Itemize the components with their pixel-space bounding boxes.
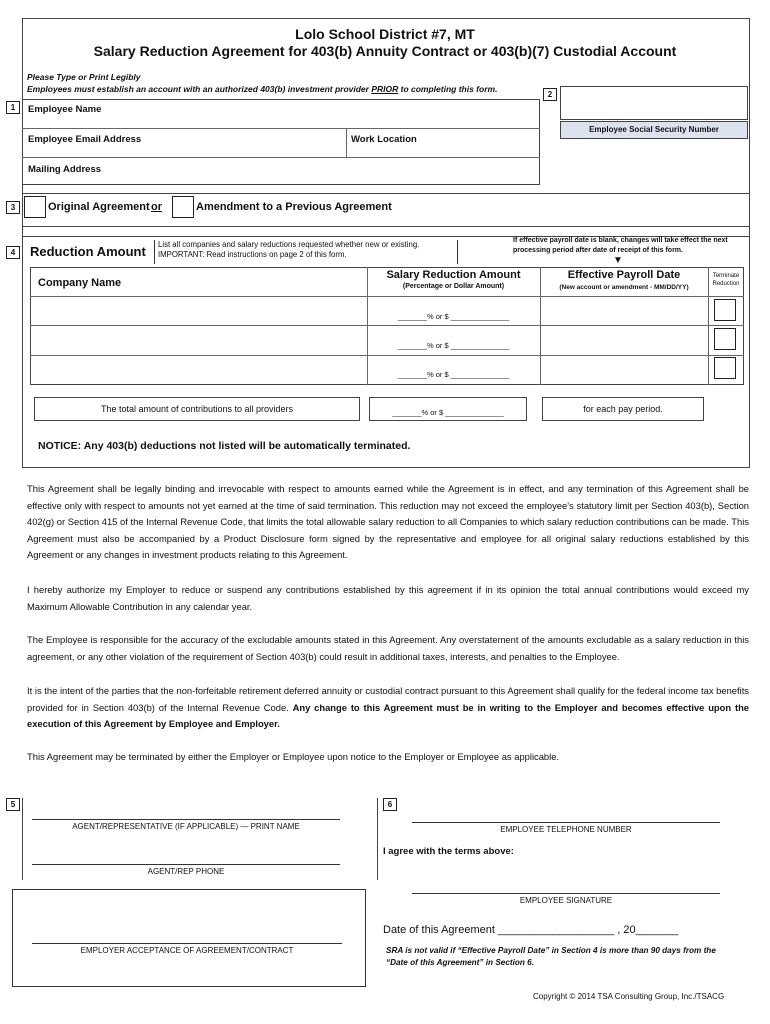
or-label: or — [151, 201, 162, 213]
terminate-checkbox-2[interactable] — [714, 328, 736, 350]
agree-terms-label: I agree with the terms above: — [383, 846, 514, 857]
company-name-input-1[interactable] — [32, 298, 366, 324]
amendment-label: Amendment to a Previous Agreement — [196, 201, 392, 213]
sra-validity-note: SRA is not valid if “Effective Payroll Date” in Section 4 is more than 90 days from the “Date of this Agreement” in Section 6. — [386, 946, 716, 967]
agent-name-label: AGENT/REPRESENTATIVE (IF APPLICABLE) — PRINT NAME — [72, 822, 300, 831]
work-location-field[interactable]: Work Location — [351, 134, 417, 145]
employee-email-field[interactable]: Employee Email Address — [28, 134, 142, 145]
section-3-number: 3 — [6, 201, 20, 214]
section-1-number: 1 — [6, 101, 20, 114]
salary-amount-input-2[interactable]: _______% or $ ______________ — [397, 341, 510, 350]
arrow-down-icon: ▼ — [613, 255, 623, 266]
paragraph-intent: It is the intent of the parties that the non-forfeitable retirement deferred annuity or custodial contract pursuant to this Agreement shall qualify for the federal income tax benefits provided for in Section 403(b) of the Internal Revenue Code. Any change to this Agreement must be in writing to the Employer and becomes effective upon the execution of this Agreement by Employee and Employer. — [27, 685, 750, 729]
agent-phone-label: AGENT/REP PHONE — [147, 867, 225, 876]
section-6-number: 6 — [383, 798, 397, 811]
section-2-number: 2 — [543, 88, 557, 101]
payroll-date-note: If effective payroll date is blank, changes will take effect the next processing period after date of receipt of this form. — [513, 237, 728, 254]
paragraph-termination: This Agreement may be terminated by either the Employer or Employee upon notice to the Employer or Employee as applicable. — [27, 751, 560, 762]
company-name-input-2[interactable] — [32, 327, 366, 353]
original-agreement-label: Original Agreement — [48, 201, 150, 213]
col-date-sub: (New account or amendment - MM/DD/YY) — [559, 284, 689, 291]
ssn-label: Employee Social Security Number — [560, 121, 748, 139]
section-5-number: 5 — [6, 798, 20, 811]
col-effective-date: Effective Payroll Date — [567, 269, 681, 281]
ssn-input-box[interactable] — [560, 86, 748, 120]
notice-text: NOTICE: Any 403(b) deductions not listed will be automatically terminated. — [38, 440, 411, 452]
print-legibly-note: Please Type or Print Legibly — [27, 72, 141, 82]
paragraph-binding: This Agreement shall be legally binding and irrevocable with respect to amounts earned while the Agreement is in effect, and any termination of this Agreement shall be effective only with respect to amounts not yet earned at the time of said termination. This reduction may not exceed the employee's statutory limit per Section 403(b), Section 402(g) or Section 415 of the Internal Revenue Code, that limits the total allowable salary reduction to all Companies to which salary reduction contributions can be made. This Agreement must also be accompanied by a Product Disclosure form signed by the representative and employee for all original salary reductions established by this Agreement or any changes in investment products relating to this Agreement. — [27, 483, 749, 560]
employee-signature-line[interactable] — [412, 893, 720, 894]
instructions-bracket — [154, 240, 458, 264]
employee-name-field[interactable]: Employee Name — [28, 104, 102, 115]
employer-acceptance-line[interactable] — [32, 943, 342, 944]
instructions-line-2: IMPORTANT: Read instructions on page 2 of this form. — [158, 250, 347, 259]
employer-acceptance-box — [12, 889, 366, 987]
instructions-line-1: List all companies and salary reductions requested whether new or existing. — [158, 240, 420, 249]
prior-account-note: Employees must establish an account with an authorized 403(b) investment provider PRIOR to completing this form. — [27, 84, 498, 94]
agent-phone-line[interactable] — [32, 864, 340, 865]
terminate-checkbox-3[interactable] — [714, 357, 736, 379]
section-4-number: 4 — [6, 246, 20, 259]
employee-phone-line[interactable] — [412, 822, 720, 823]
total-amount-input[interactable]: _______% or $ ______________ — [369, 397, 527, 421]
form-title: Salary Reduction Agreement for 403(b) Annuity Contract or 403(b)(7) Custodial Account — [93, 43, 677, 59]
col-salary-sub: (Percentage or Dollar Amount) — [402, 283, 505, 290]
employee-phone-label: EMPLOYEE TELEPHONE NUMBER — [500, 825, 632, 834]
pay-period-label: for each pay period. — [542, 397, 704, 421]
reduction-amount-title: Reduction Amount — [30, 244, 146, 259]
original-agreement-checkbox[interactable] — [24, 196, 46, 218]
salary-amount-input-3[interactable]: _______% or $ ______________ — [397, 370, 510, 379]
paragraph-responsibility: The Employee is responsible for the accuracy of the excludable amounts stated in this Agreement. Any overstatement of the amounts excludable as a salary reduction in this agreement, or any other violation of the requirement of Section 403(b) could result in additional taxes, interests, and penalties to the Employee. — [27, 634, 749, 662]
copyright-text: Copyright © 2014 TSA Consulting Group, Inc./TSACG — [533, 992, 725, 1001]
salary-amount-input-1[interactable]: _______% or $ ______________ — [397, 312, 510, 321]
paragraph-authorize: I hereby authorize my Employer to reduce or suspend any contributions established by this agreement if in its opinion the total annual contributions would exceed my Maximum Allowable Contribution in any calendar year. — [27, 584, 749, 612]
terminate-checkbox-1[interactable] — [714, 299, 736, 321]
employer-acceptance-label: EMPLOYER ACCEPTANCE OF AGREEMENT/CONTRACT — [80, 946, 294, 955]
agent-name-line[interactable] — [32, 819, 340, 820]
payroll-date-input-3[interactable] — [542, 357, 706, 383]
col-salary-reduction: Salary Reduction Amount — [386, 269, 521, 281]
col-company-name: Company Name — [38, 277, 122, 289]
employee-signature-label: EMPLOYEE SIGNATURE — [519, 896, 613, 905]
col-terminate: Terminate Reduction — [712, 273, 740, 287]
payroll-date-input-2[interactable] — [542, 327, 706, 353]
agreement-date-field[interactable]: Date of this Agreement ___________________ , 20_______ — [383, 924, 679, 936]
district-title: Lolo School District #7, MT — [295, 26, 475, 42]
payroll-date-input-1[interactable] — [542, 298, 706, 324]
total-contributions-label: The total amount of contributions to all providers — [34, 397, 360, 421]
mailing-address-field[interactable]: Mailing Address — [28, 164, 102, 175]
company-name-input-3[interactable] — [32, 357, 366, 383]
amendment-checkbox[interactable] — [172, 196, 194, 218]
